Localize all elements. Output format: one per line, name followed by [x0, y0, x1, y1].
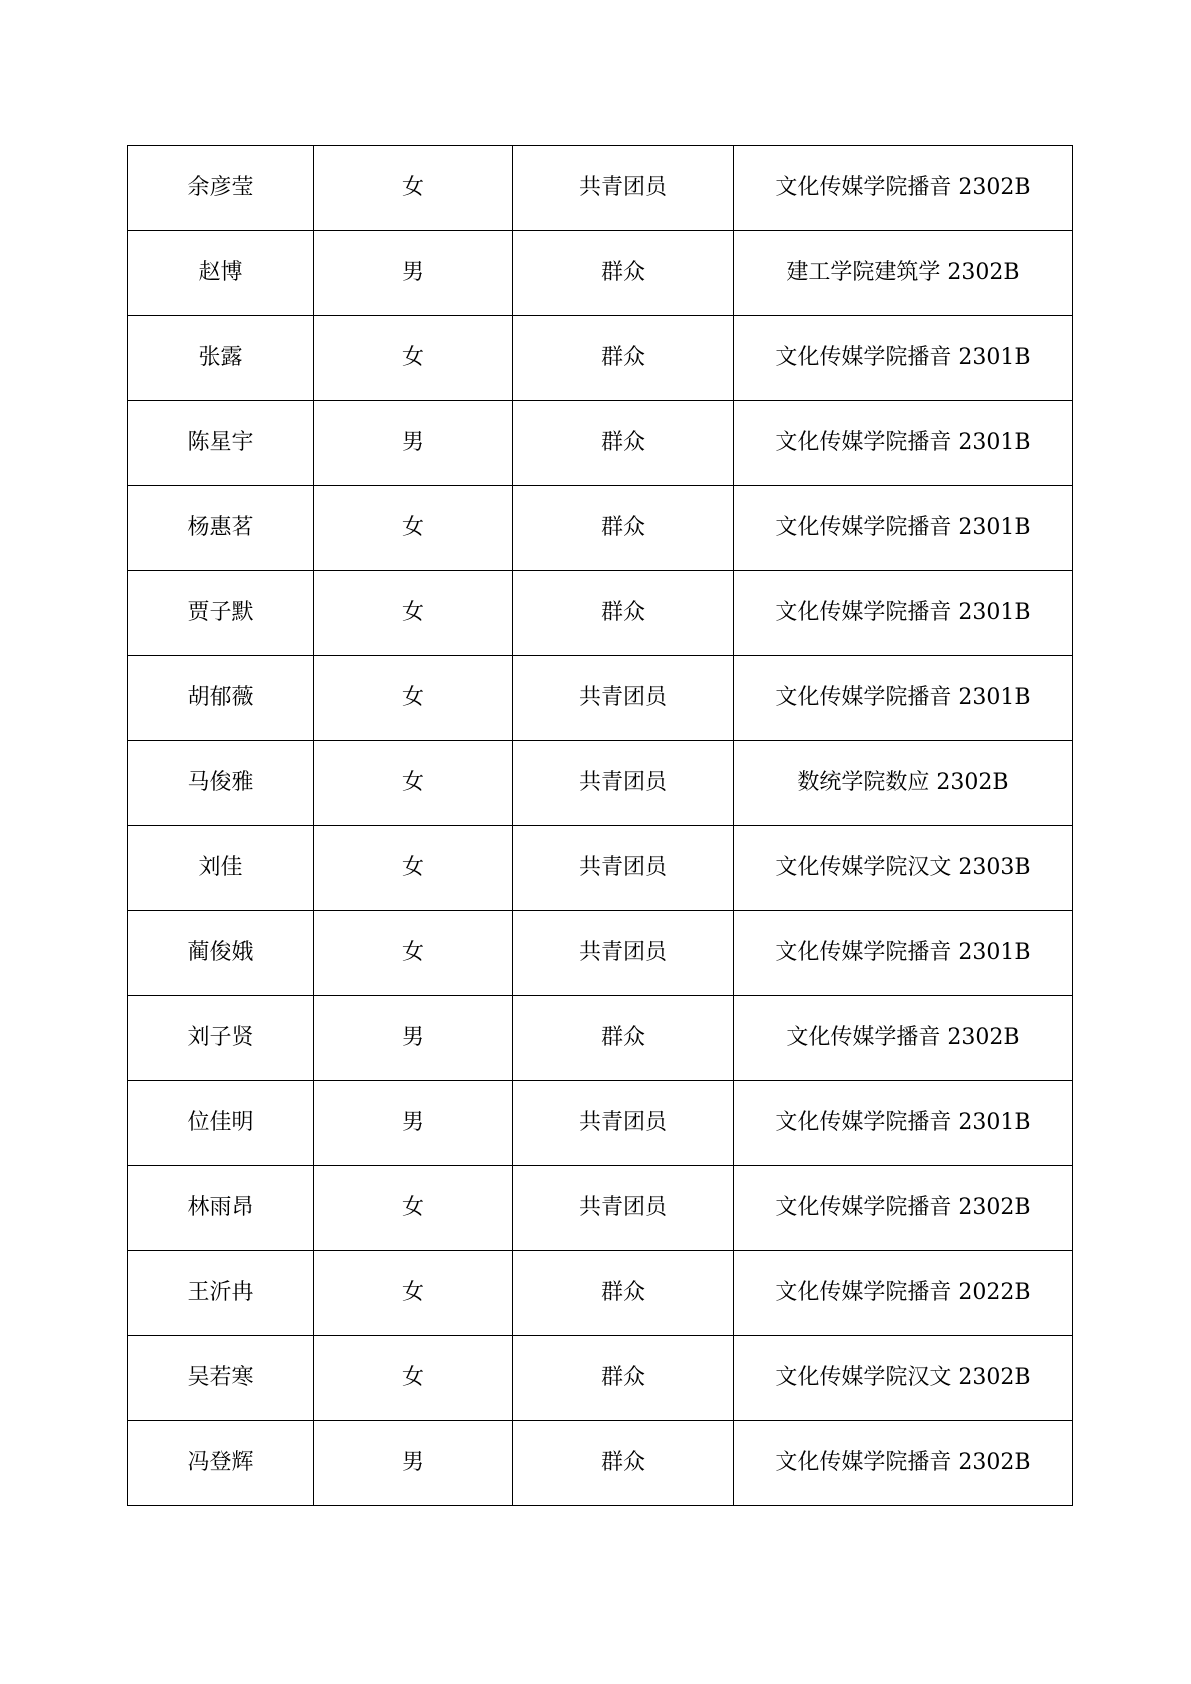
gender-cell: 女 [314, 911, 513, 996]
gender-cell: 男 [314, 401, 513, 486]
political-status-cell: 群众 [513, 996, 734, 1081]
table-row [128, 1336, 1073, 1421]
name-cell: 冯登辉 [128, 1421, 314, 1506]
gender-cell: 男 [314, 1081, 513, 1166]
political-status-cell: 共青团员 [513, 741, 734, 826]
political-status-cell: 共青团员 [513, 911, 734, 996]
unit-cell: 文化传媒学播音 2302B [734, 996, 1073, 1081]
table-row [128, 401, 1073, 486]
table-row [128, 1166, 1073, 1251]
table-row [128, 996, 1073, 1081]
political-status-cell: 群众 [513, 231, 734, 316]
name-cell: 马俊雅 [128, 741, 314, 826]
name-cell: 陈星宇 [128, 401, 314, 486]
unit-cell: 文化传媒学院播音 2302B [734, 146, 1073, 231]
unit-cell: 建工学院建筑学 2302B [734, 231, 1073, 316]
roster-table [127, 145, 1073, 1506]
table-row [128, 146, 1073, 231]
unit-cell: 文化传媒学院播音 2301B [734, 1081, 1073, 1166]
name-cell: 贾子默 [128, 571, 314, 656]
table-row [128, 741, 1073, 826]
table-row [128, 911, 1073, 996]
table-row [128, 316, 1073, 401]
gender-cell: 女 [314, 316, 513, 401]
table-row [128, 1251, 1073, 1336]
political-status-cell: 群众 [513, 1336, 734, 1421]
table-row [128, 231, 1073, 316]
political-status-cell: 共青团员 [513, 656, 734, 741]
gender-cell: 女 [314, 656, 513, 741]
name-cell: 张露 [128, 316, 314, 401]
name-cell: 位佳明 [128, 1081, 314, 1166]
gender-cell: 男 [314, 1421, 513, 1506]
gender-cell: 女 [314, 1166, 513, 1251]
gender-cell: 男 [314, 996, 513, 1081]
gender-cell: 女 [314, 741, 513, 826]
name-cell: 杨惠茗 [128, 486, 314, 571]
political-status-cell: 群众 [513, 401, 734, 486]
table-row [128, 571, 1073, 656]
name-cell: 胡郁薇 [128, 656, 314, 741]
table-row [128, 1421, 1073, 1506]
gender-cell: 男 [314, 231, 513, 316]
name-cell: 林雨昂 [128, 1166, 314, 1251]
name-cell: 王沂冉 [128, 1251, 314, 1336]
unit-cell: 文化传媒学院播音 2301B [734, 656, 1073, 741]
political-status-cell: 共青团员 [513, 826, 734, 911]
roster-table-body [128, 146, 1073, 1506]
unit-cell: 文化传媒学院播音 2301B [734, 571, 1073, 656]
unit-cell: 文化传媒学院播音 2301B [734, 401, 1073, 486]
name-cell: 吴若寒 [128, 1336, 314, 1421]
unit-cell: 文化传媒学院汉文 2303B [734, 826, 1073, 911]
table-row [128, 486, 1073, 571]
unit-cell: 文化传媒学院播音 2302B [734, 1421, 1073, 1506]
table-row [128, 656, 1073, 741]
name-cell: 刘佳 [128, 826, 314, 911]
unit-cell: 文化传媒学院播音 2302B [734, 1166, 1073, 1251]
name-cell: 赵博 [128, 231, 314, 316]
political-status-cell: 群众 [513, 1251, 734, 1336]
table-row [128, 1081, 1073, 1166]
political-status-cell: 共青团员 [513, 1166, 734, 1251]
political-status-cell: 群众 [513, 571, 734, 656]
table-row [128, 826, 1073, 911]
name-cell: 刘子贤 [128, 996, 314, 1081]
political-status-cell: 群众 [513, 316, 734, 401]
unit-cell: 文化传媒学院汉文 2302B [734, 1336, 1073, 1421]
gender-cell: 女 [314, 571, 513, 656]
gender-cell: 女 [314, 826, 513, 911]
political-status-cell: 群众 [513, 1421, 734, 1506]
gender-cell: 女 [314, 146, 513, 231]
name-cell: 蔺俊娥 [128, 911, 314, 996]
political-status-cell: 群众 [513, 486, 734, 571]
unit-cell: 文化传媒学院播音 2301B [734, 316, 1073, 401]
gender-cell: 女 [314, 1251, 513, 1336]
gender-cell: 女 [314, 486, 513, 571]
name-cell: 余彦莹 [128, 146, 314, 231]
political-status-cell: 共青团员 [513, 1081, 734, 1166]
unit-cell: 文化传媒学院播音 2022B [734, 1251, 1073, 1336]
unit-cell: 文化传媒学院播音 2301B [734, 911, 1073, 996]
unit-cell: 文化传媒学院播音 2301B [734, 486, 1073, 571]
unit-cell: 数统学院数应 2302B [734, 741, 1073, 826]
gender-cell: 女 [314, 1336, 513, 1421]
political-status-cell: 共青团员 [513, 146, 734, 231]
